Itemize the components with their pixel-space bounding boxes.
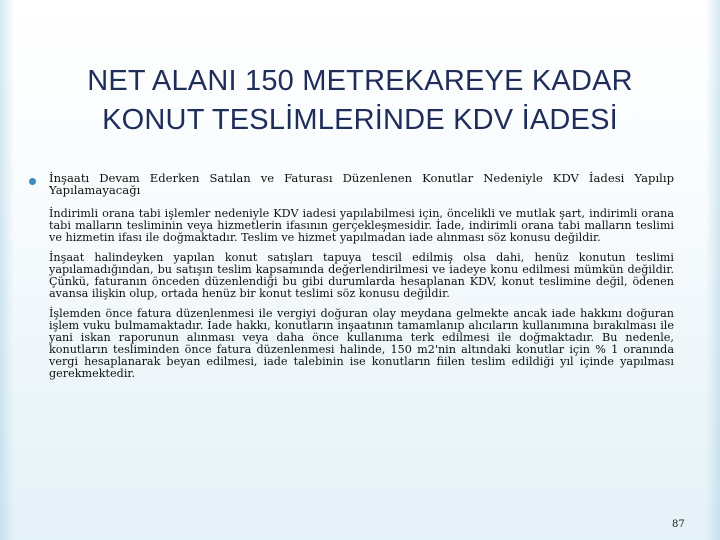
title-line-1: NET ALANI 150 METREKAREYE KADAR xyxy=(87,65,633,97)
bullet-dot-icon xyxy=(29,178,36,185)
page-number: 87 xyxy=(672,519,685,530)
slide-body xyxy=(28,172,674,380)
left-decoration xyxy=(0,0,14,540)
paragraph-3: İşlemden önce fatura düzenlenmesi ile vergiyi doğuran olay meydana gelmekte ancak iade hakkını doğuran işlem vuku bulmamaktadır. İade hakkı, konutların inşaatının tamamlanıp alıcıların kullanımına bırakılması ile yani iskan raporunun alınması veya daha önce kullanıma terk edilmesi ile doğmaktadır. Bu nedenle, konutların tesliminden önce fatura düzenlenmesi halinde, 150 m2'nin altındaki konutlar için % 1 oranında vergi hesaplanarak beyan edilmesi, iade talebinin ise konutların fiilen teslim edildiği yıl içinde yapılması gerekmektedir. xyxy=(49,306,674,380)
bullet-heading: İnşaatı Devam Ederken Satılan ve Faturası Düzenlenen Konutlar Nedeniyle KDV İadesi Yapılıp Yapılamayacağı xyxy=(49,171,674,198)
slide-title xyxy=(40,62,680,140)
paragraph-2: İnşaat halindeyken yapılan konut satışları tapuya tescil edilmiş olsa dahi, henüz konutun teslimi yapılamadığından, bu satışın teslim kapsamında değerlendirilmesi ve iadeye konu edilmesi mümkün değildir. Çünkü, faturanın önceden düzenlendiği bu gibi durumlarda hesaplanan KDV, konut teslimine değil, ödenen avansa ilişkin olup, ortada henüz bir konut teslimi söz konusu değildir. xyxy=(49,250,674,300)
title-line-2: KONUT TESLİMLERİNDE KDV İADESİ xyxy=(102,104,618,136)
bullet-item xyxy=(28,172,674,197)
paragraph-1: İndirimli orana tabi işlemler nedeniyle KDV iadesi yapılabilmesi için, öncelikli ve mutlak şart, indirimli orana tabi malların tesliminin veya hizmetlerin ifasının gerçekleşmesidir. İade, indirimli orana tabi malların teslimi ve hizmetin ifası ile doğmaktadır. Teslim ve hizmet yapılmadan iade alınması söz konusu değildir. xyxy=(49,206,674,244)
right-decoration xyxy=(706,0,720,540)
